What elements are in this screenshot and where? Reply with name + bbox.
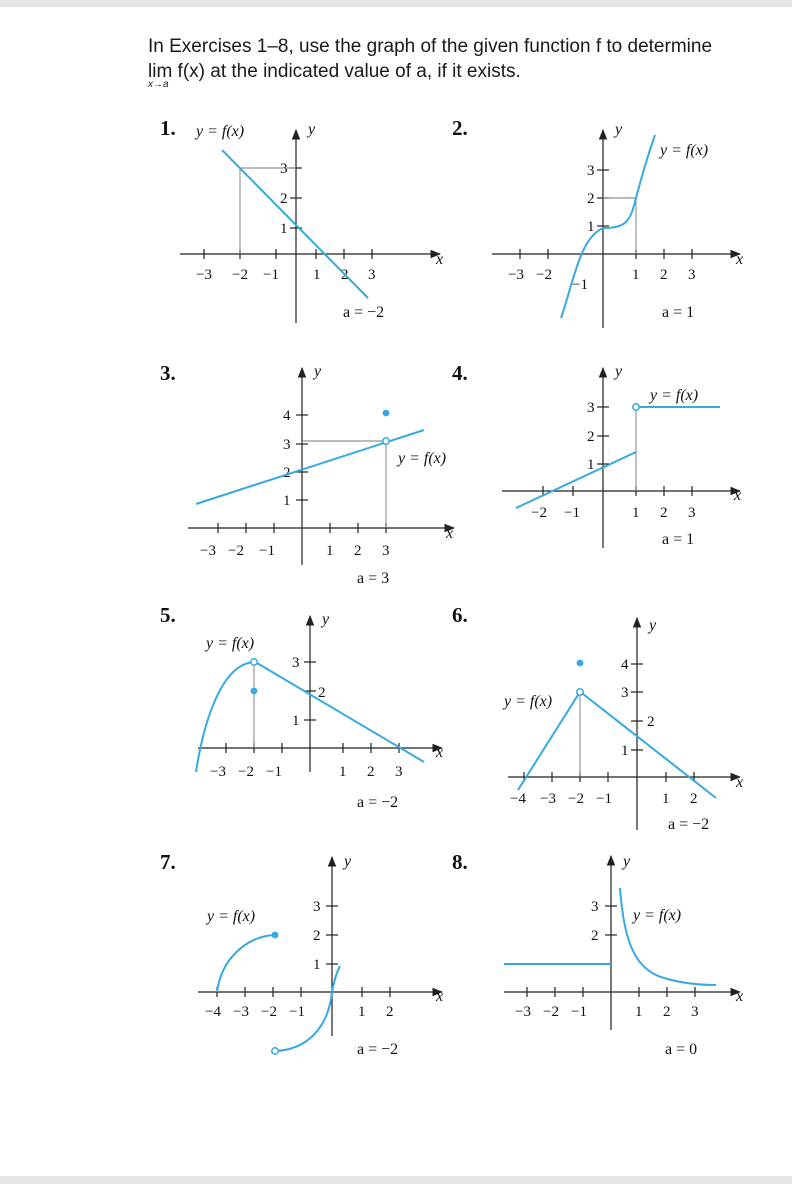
- exercise-5-x-tick: 1: [339, 764, 347, 780]
- exercise-7-function-label: y = f(x): [207, 908, 256, 925]
- exercise-3-y-tick: 2: [283, 465, 291, 481]
- exercise-7-x-tick: −1: [289, 1004, 305, 1020]
- exercise-1-x-tick: 1: [313, 267, 321, 283]
- exercise-1-x-label: x: [436, 251, 444, 268]
- exercise-7-x-tick: 2: [386, 1004, 394, 1020]
- exercise-6-right-line: [583, 694, 716, 798]
- exercise-8-x-tick: 3: [691, 1004, 699, 1020]
- exercise-5-graph: [160, 603, 443, 811]
- exercise-5-open-point: [251, 659, 257, 665]
- exercise-2-y-label: y: [615, 121, 623, 138]
- exercise-2-graph: [452, 116, 743, 328]
- exercise-1-x-tick: 3: [368, 267, 376, 283]
- exercise-8-x-tick: −2: [543, 1004, 559, 1020]
- exercise-3-x-tick: −2: [228, 543, 244, 559]
- exercise-6-x-tick: −1: [596, 791, 612, 807]
- exercise-8-a-value: a = 0: [665, 1041, 698, 1058]
- exercise-1-function-label: y = f(x): [196, 123, 245, 140]
- exercise-5-y-tick: 2: [318, 685, 326, 701]
- exercise-3-a-value: a = 3: [357, 570, 390, 587]
- exercise-1-x-tick: −3: [196, 267, 212, 283]
- exercise-7-x-tick: −2: [261, 1004, 277, 1020]
- exercise-2-number: 2.: [452, 116, 468, 140]
- exercise-5-a-value: a = −2: [357, 794, 399, 811]
- exercise-6-function-label: y = f(x): [504, 693, 553, 710]
- exercise-2-x-label: x: [736, 251, 744, 268]
- exercise-1-a-value: a = −2: [343, 304, 385, 321]
- exercise-2-a-value: a = 1: [662, 304, 695, 321]
- exercise-1-x-tick: −1: [263, 267, 279, 283]
- exercise-6-x-tick: 1: [662, 791, 670, 807]
- exercise-2-y-tick: 2: [587, 191, 595, 207]
- exercise-8-y-tick: 3: [591, 899, 599, 915]
- exercise-7-graph: [160, 850, 443, 1058]
- exercise-5-x-tick: 3: [395, 764, 403, 780]
- exercise-5-x-tick: −1: [266, 764, 282, 780]
- exercise-5-number: 5.: [160, 603, 176, 627]
- exercise-4-left-line: [516, 452, 636, 508]
- exercise-3-graph: [160, 361, 454, 587]
- exercise-8-y-label: y: [623, 853, 631, 870]
- exercise-8-graph: [452, 850, 743, 1058]
- exercise-3-x-tick: 3: [382, 543, 390, 559]
- exercise-6-y-tick: 3: [621, 685, 629, 701]
- limit-word: lim: [148, 61, 173, 82]
- exercise-4-x-tick: −2: [531, 505, 547, 521]
- exercise-7-number: 7.: [160, 850, 176, 874]
- exercise-1-x-tick: 2: [341, 267, 349, 283]
- exercise-6-x-tick: 2: [690, 791, 698, 807]
- exercise-8-x-tick: 2: [663, 1004, 671, 1020]
- exercise-5-filled-point: [251, 688, 258, 695]
- exercise-6-x-tick: −2: [568, 791, 584, 807]
- exercise-7-x-tick: −3: [233, 1004, 249, 1020]
- exercise-6-y-tick: 1: [621, 743, 629, 759]
- exercise-4-a-value: a = 1: [662, 531, 695, 548]
- exercise-2-y-tick: −1: [572, 277, 588, 293]
- instruction-line-1: In Exercises 1–8, use the graph of the given function f to determine: [148, 36, 713, 57]
- exercise-3-filled-point: [383, 410, 390, 417]
- exercise-3-y-tick: 3: [283, 437, 291, 453]
- exercise-5-y-label: y: [322, 611, 330, 628]
- exercise-2-x-tick: 2: [660, 267, 668, 283]
- exercise-3-y-tick: 4: [283, 408, 291, 424]
- exercise-3-x-tick: −1: [259, 543, 275, 559]
- exercise-6-filled-point: [577, 660, 584, 667]
- exercise-4-open-point: [633, 404, 639, 410]
- exercise-1-number: 1.: [160, 116, 176, 140]
- exercise-4-x-tick: 1: [632, 505, 640, 521]
- exercise-4-x-tick: −1: [564, 505, 580, 521]
- exercise-7-lower-curve: [275, 966, 340, 1051]
- exercise-8-right-curve: [620, 888, 716, 985]
- exercise-1-y-label: y: [308, 121, 316, 138]
- exercise-3-open-point: [383, 438, 389, 444]
- exercise-7-y-label: y: [344, 853, 352, 870]
- exercise-4-y-tick: 2: [587, 429, 595, 445]
- exercise-5-x-label: x: [436, 744, 444, 761]
- exercise-1-tick-marks: [204, 168, 372, 259]
- exercise-2-x-tick: −2: [536, 267, 552, 283]
- exercise-2-x-tick: 3: [688, 267, 696, 283]
- exercise-5-y-tick: 1: [292, 713, 300, 729]
- exercise-3-x-tick: 1: [326, 543, 334, 559]
- exercise-3-x-label: x: [446, 525, 454, 542]
- exercise-8-x-label: x: [736, 988, 744, 1005]
- exercise-6-x-label: x: [736, 774, 744, 791]
- exercise-4-y-tick: 3: [587, 400, 595, 416]
- exercise-5-tick-marks: [226, 662, 399, 753]
- exercise-2-x-tick: −3: [508, 267, 524, 283]
- exercise-5-x-tick: −3: [210, 764, 226, 780]
- exercise-4-y-tick: 1: [587, 457, 595, 473]
- exercise-3-function-label: y = f(x): [398, 450, 447, 467]
- exercise-3-x-tick: 2: [354, 543, 362, 559]
- exercise-8-function-label: y = f(x): [633, 907, 682, 924]
- exercise-4-x-tick: 3: [688, 505, 696, 521]
- exercise-1-guide-lines: [240, 168, 296, 254]
- exercise-7-x-label: x: [436, 988, 444, 1005]
- exercise-1-y-tick: 2: [280, 191, 288, 207]
- exercise-1-graph: [160, 116, 443, 323]
- exercise-4-function-label: y = f(x): [650, 387, 699, 404]
- exercise-3-x-tick: −3: [200, 543, 216, 559]
- exercise-7-upper-curve: [217, 935, 275, 992]
- exercise-5-x-tick: 2: [367, 764, 375, 780]
- exercise-2-function-label: y = f(x): [660, 142, 709, 159]
- exercise-8-x-tick: −3: [515, 1004, 531, 1020]
- exercise-5-function-label: y = f(x): [206, 635, 255, 652]
- exercise-8-x-tick: 1: [635, 1004, 643, 1020]
- exercise-5-x-tick: −2: [238, 764, 254, 780]
- exercise-7-open-point: [272, 1048, 278, 1054]
- exercise-8-x-tick: −1: [571, 1004, 587, 1020]
- exercise-4-graph: [452, 361, 741, 548]
- exercise-4-x-tick: 2: [660, 505, 668, 521]
- exercise-1-y-tick: 1: [280, 221, 288, 237]
- exercise-6-graph: [452, 603, 743, 833]
- exercise-4-x-label: x: [734, 487, 742, 504]
- exercise-7-y-tick: 3: [313, 899, 321, 915]
- exercise-2-y-tick: 3: [587, 163, 595, 179]
- exercise-5-y-tick: 3: [292, 655, 300, 671]
- exercise-2-y-tick: 1: [587, 219, 595, 235]
- limit-subscript: x→a: [148, 79, 169, 90]
- exercise-7-filled-point: [272, 932, 279, 939]
- exercise-7-a-value: a = −2: [357, 1041, 399, 1058]
- exercise-4-tick-marks: [543, 407, 692, 496]
- exercise-7-y-tick: 1: [313, 957, 321, 973]
- exercise-3-y-label: y: [314, 363, 322, 380]
- exercise-6-y-tick: 4: [621, 657, 629, 673]
- exercise-6-y-label: y: [649, 617, 657, 634]
- exercise-1-y-tick: 3: [280, 161, 288, 177]
- exercise-6-number: 6.: [452, 603, 468, 627]
- exercise-7-y-tick: 2: [313, 928, 321, 944]
- exercise-6-y-tick: 2: [647, 714, 655, 730]
- exercise-3-y-tick: 1: [283, 493, 291, 509]
- exercise-5-left-curve: [196, 662, 254, 772]
- exercise-1-x-tick: −2: [232, 267, 248, 283]
- exercise-4-number: 4.: [452, 361, 468, 385]
- exercise-7-x-tick: 1: [358, 1004, 366, 1020]
- exercise-6-tick-marks: [524, 664, 694, 782]
- exercise-6-a-value: a = −2: [668, 816, 710, 833]
- exercise-6-x-tick: −3: [540, 791, 556, 807]
- exercise-6-open-point: [577, 689, 583, 695]
- exercise-7-x-tick: −4: [205, 1004, 221, 1020]
- exercise-6-x-tick: −4: [510, 791, 526, 807]
- instruction-line-2-rest: f(x) at the indicated value of a, if it exists.: [172, 61, 521, 82]
- exercise-2-tick-marks: [520, 170, 692, 259]
- exercise-2-x-tick: 1: [632, 267, 640, 283]
- exercise-3-number: 3.: [160, 361, 176, 385]
- exercise-8-number: 8.: [452, 850, 468, 874]
- exercise-4-y-label: y: [615, 363, 623, 380]
- exercise-8-y-tick: 2: [591, 928, 599, 944]
- exercise-3-guide-lines: [302, 441, 386, 528]
